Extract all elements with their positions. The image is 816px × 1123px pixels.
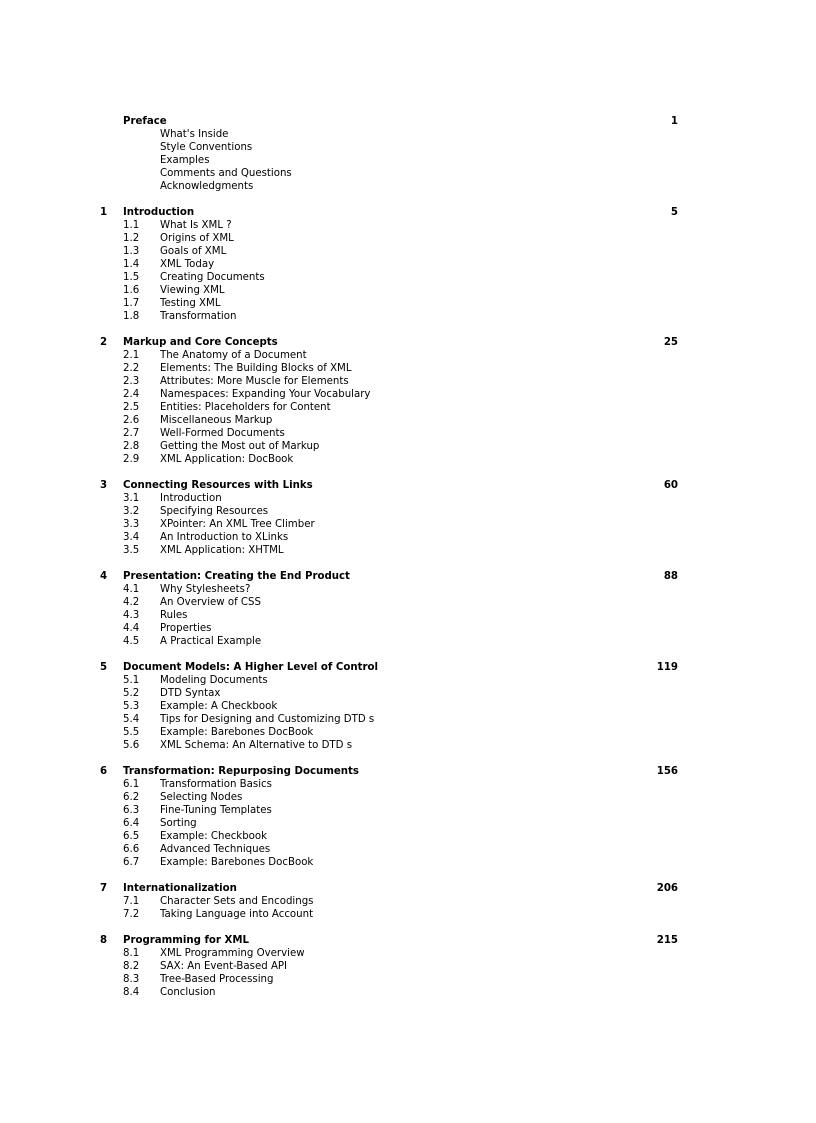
section-number: 6.6 — [123, 844, 140, 855]
section-entry[interactable] — [0, 531, 816, 544]
toc-chapter — [0, 479, 816, 557]
section-title: Comments and Questions — [160, 168, 292, 179]
section-number: 1.3 — [123, 246, 140, 257]
chapter-page-number: 206 — [656, 883, 678, 894]
section-number: 6.5 — [123, 831, 140, 842]
chapter-page-number: 1 — [670, 116, 678, 127]
section-entry[interactable] — [0, 713, 816, 726]
section-entry[interactable] — [0, 778, 816, 791]
section-title: Viewing XML — [160, 285, 225, 296]
toc-chapter — [0, 206, 816, 323]
section-entry[interactable] — [0, 245, 816, 258]
toc-chapter — [0, 336, 816, 466]
section-number: 2.4 — [123, 389, 140, 400]
section-title: Example: Barebones DocBook — [160, 727, 314, 738]
section-title: XML Application: XHTML — [160, 545, 284, 556]
section-entry[interactable] — [0, 830, 816, 843]
section-entry[interactable] — [0, 583, 816, 596]
section-number: 6.1 — [123, 779, 140, 790]
section-entry[interactable] — [0, 674, 816, 687]
chapter-page-number: 88 — [663, 571, 678, 582]
section-title: Examples — [160, 155, 210, 166]
section-entry[interactable] — [0, 856, 816, 869]
section-number: 2.8 — [123, 441, 140, 452]
chapter-number: 8 — [100, 935, 108, 946]
chapter-title: Connecting Resources with Links — [123, 480, 313, 491]
section-entry[interactable] — [0, 414, 816, 427]
section-title: DTD Syntax — [160, 688, 221, 699]
section-entry[interactable] — [0, 700, 816, 713]
section-title: An Overview of CSS — [160, 597, 261, 608]
chapter-page-number: 156 — [656, 766, 678, 777]
toc-chapter — [0, 115, 816, 193]
section-entry[interactable] — [0, 375, 816, 388]
section-title: Origins of XML — [160, 233, 234, 244]
section-entry[interactable] — [0, 505, 816, 518]
chapter-heading[interactable] — [0, 336, 816, 349]
section-entry[interactable] — [0, 310, 816, 323]
chapter-title: Internationalization — [123, 883, 237, 894]
section-entry[interactable] — [0, 388, 816, 401]
toc-chapter — [0, 882, 816, 921]
section-number: 1.1 — [123, 220, 140, 231]
section-entry[interactable] — [0, 986, 816, 999]
section-title: Entities: Placeholders for Content — [160, 402, 331, 413]
section-title: XML Today — [160, 259, 215, 270]
chapter-heading[interactable] — [0, 765, 816, 778]
chapter-title: Programming for XML — [123, 935, 249, 946]
section-entry[interactable] — [0, 427, 816, 440]
section-number: 4.1 — [123, 584, 140, 595]
section-number: 5.6 — [123, 740, 140, 751]
section-entry[interactable] — [0, 154, 816, 167]
chapter-page-number: 215 — [656, 935, 678, 946]
section-number: 5.2 — [123, 688, 140, 699]
chapter-title: Presentation: Creating the End Product — [123, 571, 350, 582]
chapter-number: 7 — [100, 883, 108, 894]
section-number: 2.9 — [123, 454, 140, 465]
section-number: 2.6 — [123, 415, 140, 426]
section-number: 4.4 — [123, 623, 140, 634]
section-entry[interactable] — [0, 219, 816, 232]
section-title: Namespaces: Expanding Your Vocabulary — [160, 389, 371, 400]
section-number: 4.3 — [123, 610, 140, 621]
section-number: 8.1 — [123, 948, 140, 959]
section-number: 4.2 — [123, 597, 140, 608]
section-entry[interactable] — [0, 804, 816, 817]
section-title: Example: Barebones DocBook — [160, 857, 314, 868]
section-title: Goals of XML — [160, 246, 227, 257]
section-title: Well-Formed Documents — [160, 428, 285, 439]
chapter-heading[interactable] — [0, 882, 816, 895]
chapter-page-number: 5 — [670, 207, 678, 218]
section-entry[interactable] — [0, 362, 816, 375]
section-title: Advanced Techniques — [160, 844, 271, 855]
chapter-page-number: 119 — [656, 662, 678, 673]
section-entry[interactable] — [0, 596, 816, 609]
section-title: What Is XML ? — [160, 220, 232, 231]
section-entry[interactable] — [0, 622, 816, 635]
section-number: 2.5 — [123, 402, 140, 413]
section-number: 3.3 — [123, 519, 140, 530]
section-entry[interactable] — [0, 440, 816, 453]
section-title: The Anatomy of a Document — [160, 350, 307, 361]
section-entry[interactable] — [0, 284, 816, 297]
chapter-title: Preface — [123, 116, 167, 127]
section-title: XML Application: DocBook — [160, 454, 294, 465]
section-title: Conclusion — [160, 987, 216, 998]
section-entry[interactable] — [0, 726, 816, 739]
section-title: Taking Language into Account — [160, 909, 314, 920]
section-entry[interactable] — [0, 492, 816, 505]
section-number: 5.5 — [123, 727, 140, 738]
section-number: 1.2 — [123, 233, 140, 244]
chapter-heading[interactable] — [0, 206, 816, 219]
section-number: 5.4 — [123, 714, 140, 725]
section-number: 6.3 — [123, 805, 140, 816]
section-entry[interactable] — [0, 635, 816, 648]
section-title: Example: A Checkbook — [160, 701, 278, 712]
section-title: XML Schema: An Alternative to DTD s — [160, 740, 353, 751]
section-number: 1.4 — [123, 259, 140, 270]
section-number: 2.1 — [123, 350, 140, 361]
section-number: 8.2 — [123, 961, 140, 972]
section-title: XPointer: An XML Tree Climber — [160, 519, 315, 530]
chapter-heading[interactable] — [0, 570, 816, 583]
section-title: A Practical Example — [160, 636, 262, 647]
chapter-number: 3 — [100, 480, 108, 491]
section-entry[interactable] — [0, 167, 816, 180]
chapter-number: 5 — [100, 662, 108, 673]
chapter-number: 4 — [100, 571, 108, 582]
section-number: 6.4 — [123, 818, 140, 829]
section-title: Modeling Documents — [160, 675, 268, 686]
section-entry[interactable] — [0, 128, 816, 141]
section-number: 8.3 — [123, 974, 140, 985]
section-title: Selecting Nodes — [160, 792, 243, 803]
chapter-title: Markup and Core Concepts — [123, 337, 278, 348]
table-of-contents — [0, 115, 816, 1012]
chapter-page-number: 25 — [663, 337, 678, 348]
section-number: 5.3 — [123, 701, 140, 712]
section-title: XML Programming Overview — [160, 948, 305, 959]
chapter-number: 6 — [100, 766, 108, 777]
section-entry[interactable] — [0, 973, 816, 986]
section-entry[interactable] — [0, 232, 816, 245]
chapter-heading[interactable] — [0, 934, 816, 947]
section-entry[interactable] — [0, 947, 816, 960]
section-title: Character Sets and Encodings — [160, 896, 314, 907]
section-title: Introduction — [160, 493, 222, 504]
chapter-title: Document Models: A Higher Level of Control — [123, 662, 379, 673]
toc-chapter — [0, 570, 816, 648]
chapter-heading[interactable] — [0, 115, 816, 128]
section-title: Example: Checkbook — [160, 831, 268, 842]
toc-chapter — [0, 765, 816, 869]
section-title: Attributes: More Muscle for Elements — [160, 376, 349, 387]
chapter-heading[interactable] — [0, 661, 816, 674]
section-title: Sorting — [160, 818, 197, 829]
section-entry[interactable] — [0, 453, 816, 466]
section-entry[interactable] — [0, 908, 816, 921]
section-number: 3.5 — [123, 545, 140, 556]
section-number: 5.1 — [123, 675, 140, 686]
section-entry[interactable] — [0, 739, 816, 752]
section-title: Testing XML — [160, 298, 221, 309]
section-number: 7.2 — [123, 909, 140, 920]
section-title: Rules — [160, 610, 188, 621]
chapter-page-number: 60 — [663, 480, 678, 491]
section-number: 3.1 — [123, 493, 140, 504]
section-title: Specifying Resources — [160, 506, 269, 517]
section-number: 2.2 — [123, 363, 140, 374]
section-entry[interactable] — [0, 895, 816, 908]
section-number: 4.5 — [123, 636, 140, 647]
section-title: Creating Documents — [160, 272, 265, 283]
section-number: 1.5 — [123, 272, 140, 283]
section-entry[interactable] — [0, 401, 816, 414]
section-title: Tree-Based Processing — [160, 974, 274, 985]
section-title: An Introduction to XLinks — [160, 532, 289, 543]
section-title: Acknowledgments — [160, 181, 254, 192]
section-number: 1.7 — [123, 298, 140, 309]
section-number: 3.2 — [123, 506, 140, 517]
section-entry[interactable] — [0, 258, 816, 271]
chapter-title: Transformation: Repurposing Documents — [123, 766, 359, 777]
chapter-title: Introduction — [123, 207, 195, 218]
chapter-heading[interactable] — [0, 479, 816, 492]
section-number: 2.7 — [123, 428, 140, 439]
section-title: SAX: An Event-Based API — [160, 961, 288, 972]
section-entry[interactable] — [0, 609, 816, 622]
chapter-number: 2 — [100, 337, 108, 348]
chapter-number: 1 — [100, 207, 108, 218]
section-title: Style Conventions — [160, 142, 253, 153]
section-entry[interactable] — [0, 843, 816, 856]
section-entry[interactable] — [0, 544, 816, 557]
section-entry[interactable] — [0, 297, 816, 310]
section-title: Tips for Designing and Customizing DTD s — [160, 714, 375, 725]
section-number: 2.3 — [123, 376, 140, 387]
section-number: 1.6 — [123, 285, 140, 296]
section-title: What's Inside — [160, 129, 229, 140]
section-title: Transformation Basics — [160, 779, 272, 790]
section-entry[interactable] — [0, 271, 816, 284]
section-entry[interactable] — [0, 141, 816, 154]
section-number: 1.8 — [123, 311, 140, 322]
section-entry[interactable] — [0, 518, 816, 531]
section-entry[interactable] — [0, 960, 816, 973]
section-entry[interactable] — [0, 791, 816, 804]
section-number: 6.2 — [123, 792, 140, 803]
toc-chapter — [0, 661, 816, 752]
section-title: Transformation — [160, 311, 237, 322]
section-number: 8.4 — [123, 987, 140, 998]
section-entry[interactable] — [0, 349, 816, 362]
section-title: Fine-Tuning Templates — [160, 805, 272, 816]
section-number: 3.4 — [123, 532, 140, 543]
section-title: Why Stylesheets? — [160, 584, 251, 595]
section-entry[interactable] — [0, 687, 816, 700]
section-title: Properties — [160, 623, 212, 634]
toc-chapter — [0, 934, 816, 999]
section-title: Getting the Most out of Markup — [160, 441, 320, 452]
section-entry[interactable] — [0, 817, 816, 830]
section-number: 6.7 — [123, 857, 140, 868]
section-title: Miscellaneous Markup — [160, 415, 273, 426]
section-entry[interactable] — [0, 180, 816, 193]
section-number: 7.1 — [123, 896, 140, 907]
section-title: Elements: The Building Blocks of XML — [160, 363, 352, 374]
